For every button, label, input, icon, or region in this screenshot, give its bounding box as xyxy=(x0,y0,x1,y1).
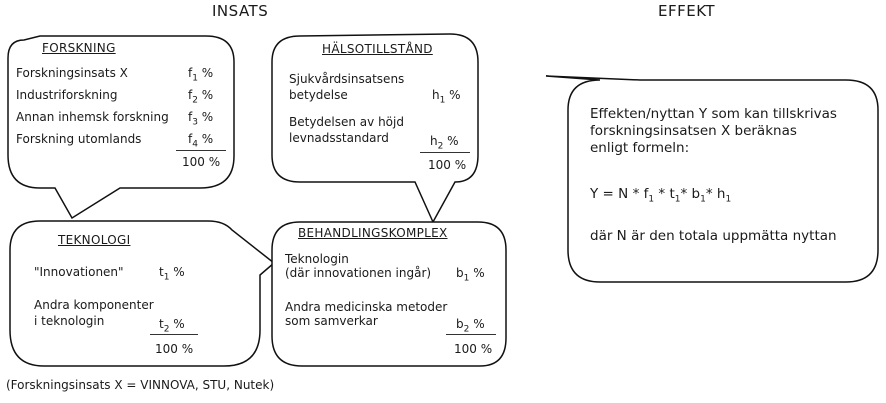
effekt-formula: $Y = N * f_1 * t_1*$ $b_1*$ $h_1$ xyxy=(590,186,732,205)
forskning-sum-rule xyxy=(176,150,226,151)
forskning-share: $f_3$ % xyxy=(188,110,214,128)
teknologi-row1-label: "Innovationen" xyxy=(34,265,124,279)
forskning-share: $f_2$ % xyxy=(188,88,214,106)
behandlingskomplex-row1-line1: Teknologin xyxy=(285,252,349,266)
forskning-row-label: Forskningsinsats X xyxy=(16,66,128,80)
teknologi-share: $t_2$ % xyxy=(159,317,185,335)
teknologi-bubble xyxy=(10,221,274,366)
forskning-total: 100 % xyxy=(182,155,221,169)
forskning-share: $f_4$ % xyxy=(188,132,214,150)
behandlingskomplex-share: $b_1$ % xyxy=(456,266,485,284)
behandlingskomplex-share: $b_2$ % xyxy=(456,317,485,335)
halsotillstand-sum-rule xyxy=(420,152,470,153)
behandlingskomplex-sum-rule xyxy=(446,334,496,335)
effekt-line3: enligt formeln: xyxy=(590,140,690,156)
halsotillstand-share: $h_1$ % xyxy=(432,88,461,106)
teknologi-title: TEKNOLOGI xyxy=(58,233,131,247)
forskning-row-label: Annan inhemsk forskning xyxy=(16,110,169,124)
behandlingskomplex-title: BEHANDLINGSKOMPLEX xyxy=(298,226,448,240)
behandlingskomplex-row2-line1: Andra medicinska metoder xyxy=(285,300,448,314)
teknologi-total: 100 % xyxy=(155,342,194,356)
teknologi-sum-rule xyxy=(150,334,198,335)
halsotillstand-row1-line1: Sjukvårdsinsatsens xyxy=(289,72,405,86)
insats-header: INSATS xyxy=(212,2,269,20)
effekt-header: EFFEKT xyxy=(658,2,716,20)
forskning-title: FORSKNING xyxy=(42,41,116,55)
behandlingskomplex-total: 100 % xyxy=(454,342,493,356)
halsotillstand-row1-line2: betydelse xyxy=(289,88,348,102)
footnote: (Forskningsinsats X = VINNOVA, STU, Nutek) xyxy=(6,378,275,392)
teknologi-row2-line1: Andra komponenter xyxy=(34,298,154,312)
halsotillstand-total: 100 % xyxy=(428,158,467,172)
teknologi-share: $t_1$ % xyxy=(159,265,185,283)
behandlingskomplex-row1-line2: (där innovationen ingår) xyxy=(285,266,432,280)
effekt-line1: Effekten/nyttan Y som kan tillskrivas xyxy=(590,106,837,122)
effekt-line2: forskningsinsatsen X beräknas xyxy=(590,123,797,139)
teknologi-row2-line2: i teknologin xyxy=(34,314,105,328)
halsotillstand-title: HÄLSOTILLSTÅND xyxy=(322,42,433,56)
effekt-note: där N är den totala uppmätta nyttan xyxy=(590,228,837,244)
forskning-row-label: Forskning utomlands xyxy=(16,132,142,146)
forskning-row-label: Industriforskning xyxy=(16,88,118,102)
halsotillstand-row2-line2: levnadsstandard xyxy=(289,131,389,145)
halsotillstand-row2-line1: Betydelsen av höjd xyxy=(289,115,404,129)
halsotillstand-share: $h_2$ % xyxy=(430,134,459,152)
forskning-share: $f_1$ % xyxy=(188,66,214,84)
behandlingskomplex-row2-line2: som samverkar xyxy=(285,314,378,328)
